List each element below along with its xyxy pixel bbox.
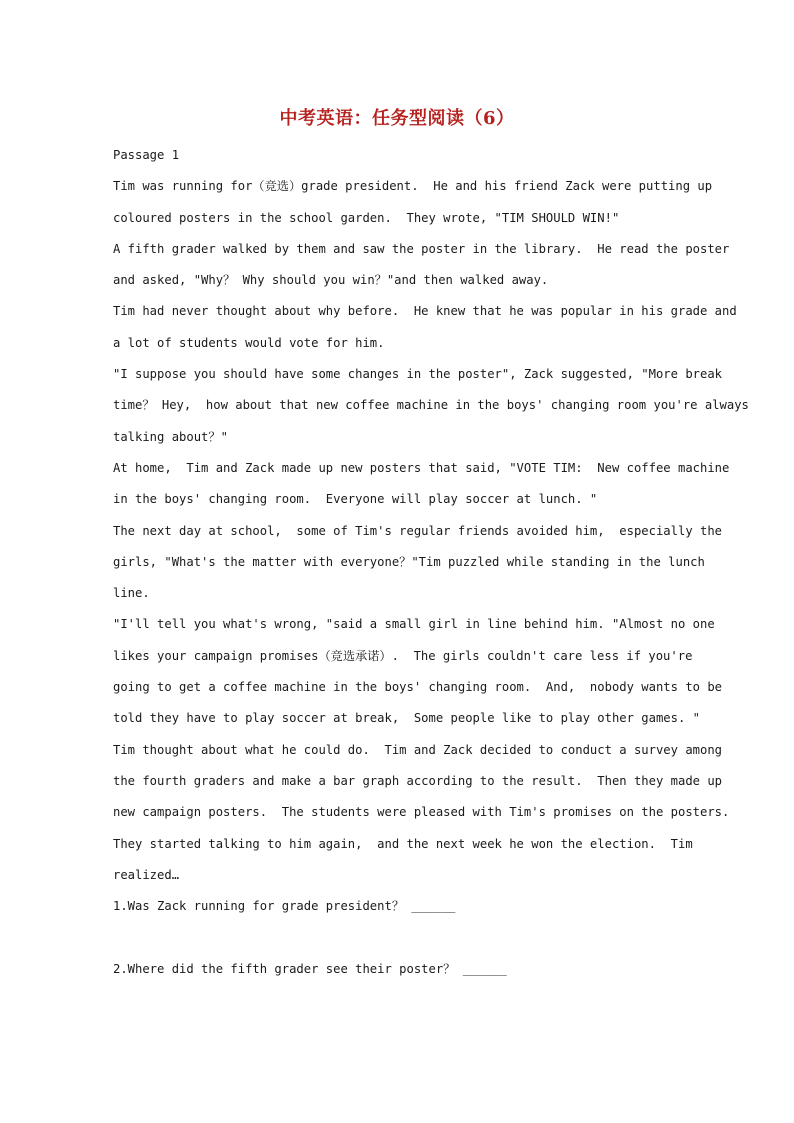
passage-line: the fourth graders and make a bar graph according to the result. Then they made up [113, 773, 723, 788]
passage-line: A fifth grader walked by them and saw the poster in the library. He read the poster [113, 241, 730, 256]
passage-line: At home, Tim and Zack made up new posters that said, "VOTE TIM: New coffee machine [113, 460, 730, 475]
answer-space [113, 922, 683, 953]
passage-line: talking about？" [113, 429, 228, 444]
passage-line: going to get a coffee machine in the boys' changing room. And, nobody wants to be [113, 680, 723, 695]
passage-line: coloured posters in the school garden. They wrote, "TIM SHOULD WIN!" [113, 210, 620, 225]
passage-line: time？ Hey, how about that new coffee machine in the boys' changing room you're always [113, 398, 749, 413]
page-title: 中考英语：任务型阅读（6） [279, 108, 515, 129]
passage-line: line. [113, 586, 150, 601]
passage-line: Tim thought about what he could do. Tim and Zack decided to conduct a survey among [113, 742, 723, 757]
passage-line: "I'll tell you what's wrong, "said a small girl in line behind him. "Almost no one [113, 617, 715, 632]
passage-line: in the boys' changing room. Everyone will play soccer at lunch. " [113, 492, 598, 507]
question-2: 2.Where did the fifth grader see their poster？ ______ [113, 961, 507, 976]
passage-line: likes your campaign promises（竞选承诺）. The girls couldn't care less if you're [113, 648, 693, 663]
passage-line: told they have to play soccer at break, Some people like to play other games. " [113, 711, 700, 726]
passage-line: Tim was running for（竞选）grade president. He and his friend Zack were putting up [113, 179, 713, 194]
passage-line: and asked, "Why？ Why should you win？"and then walked away. [113, 273, 549, 288]
passage-line: a lot of students would vote for him. [113, 335, 385, 350]
question-1: 1.Was Zack running for grade president？ ______ [113, 899, 456, 914]
passage-line: The next day at school, some of Tim's regular friends avoided him, especially the [113, 523, 723, 538]
passage-label: Passage 1 [113, 148, 180, 162]
passage-content [113, 140, 749, 985]
passage-line: new campaign posters. The students were pleased with Tim's promises on the posters. [113, 805, 730, 820]
passage-line: Tim had never thought about why before. He knew that he was popular in his grade and [113, 304, 737, 319]
passage-line: girls, "What's the matter with everyone？"Tim puzzled while standing in the lunch [113, 554, 705, 569]
passage-line: realized… [113, 867, 180, 882]
passage-line: "I suppose you should have some changes in the poster", Zack suggested, "More break [113, 367, 723, 382]
passage-line: They started talking to him again, and the next week he won the election. Tim [113, 836, 693, 851]
